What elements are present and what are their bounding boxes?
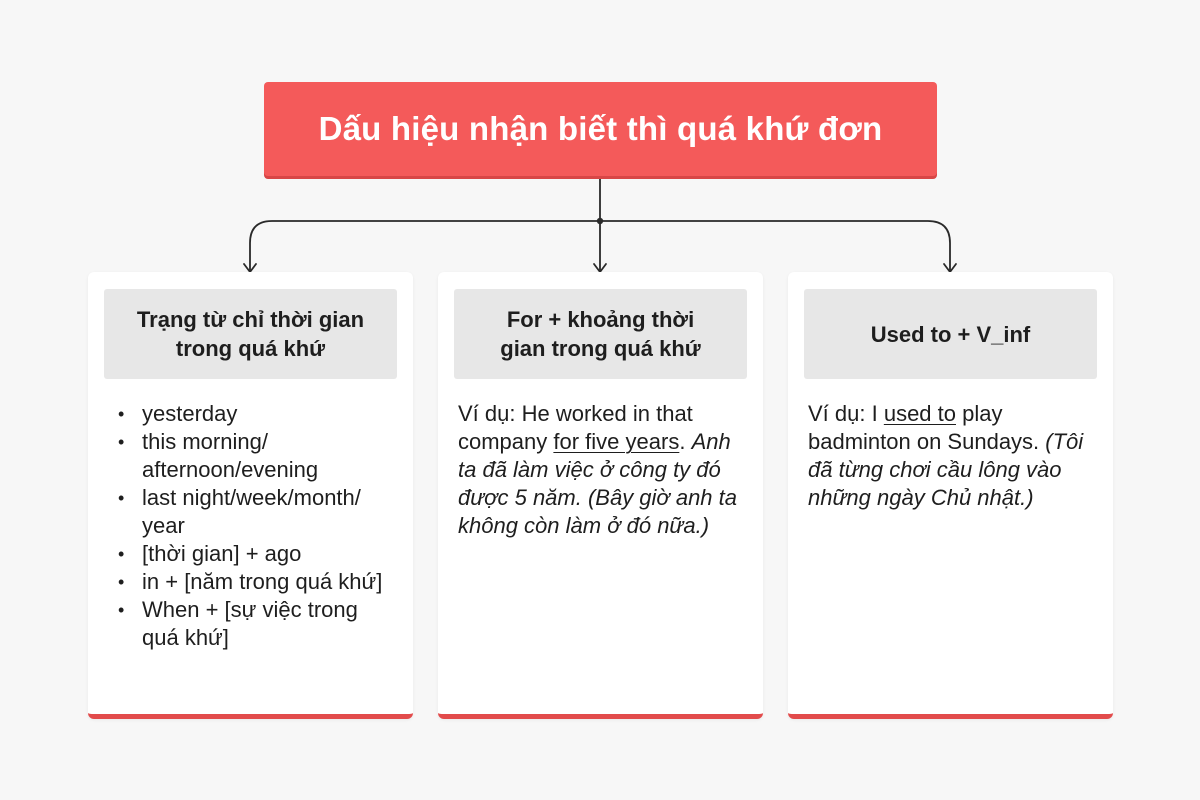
example-highlight: for five years (553, 429, 680, 454)
card-body (108, 400, 398, 652)
example-suffix: . (679, 429, 686, 454)
card-header (104, 289, 397, 379)
card-header-text: Trạng từ chỉ thời gian trong quá khứ (136, 307, 365, 361)
example-translation: Anh ta đã làm việc ở công ty đó được 5 năm. (Bây giờ anh ta không còn làm ở đó nữa.) (458, 429, 738, 538)
bullet-list (108, 400, 398, 652)
example-prefix: Ví dụ: He worked in that company (458, 401, 693, 454)
card-header (454, 289, 747, 379)
title-box (264, 82, 937, 176)
card-header-text: Used to + V_inf (870, 321, 1031, 347)
diagram-title: Dấu hiệu nhận biết thì quá khứ đơn (318, 110, 883, 147)
example-suffix: play badminton on Sundays. (808, 401, 1040, 454)
example-translation: (Tôi đã từng chơi cầu lông vào những ngày Chủ nhật.) (808, 429, 1084, 510)
connector-left (250, 221, 600, 272)
card-header-text: For + khoảng thời gian trong quá khứ (500, 307, 701, 361)
list-item: • last night/week/month/ year (108, 484, 398, 540)
card-header (804, 289, 1097, 379)
example-prefix: Ví dụ: I (808, 401, 884, 426)
card-for-duration (438, 272, 763, 719)
list-item: • this morning/ afternoon/evening (108, 428, 398, 484)
junction-dot-mid (597, 218, 603, 224)
list-item: • in + [năm trong quá khứ] (108, 568, 398, 596)
connector-right (600, 221, 950, 272)
card-time-adverbs (88, 272, 413, 719)
card-body (458, 400, 748, 540)
list-item: • yesterday (108, 400, 398, 428)
card-body (808, 400, 1098, 512)
card-used-to (788, 272, 1113, 719)
list-item: • [thời gian] + ago (108, 540, 398, 568)
example-highlight: used to (883, 401, 956, 426)
list-item: • When + [sự việc trong quá khứ] (108, 596, 398, 652)
